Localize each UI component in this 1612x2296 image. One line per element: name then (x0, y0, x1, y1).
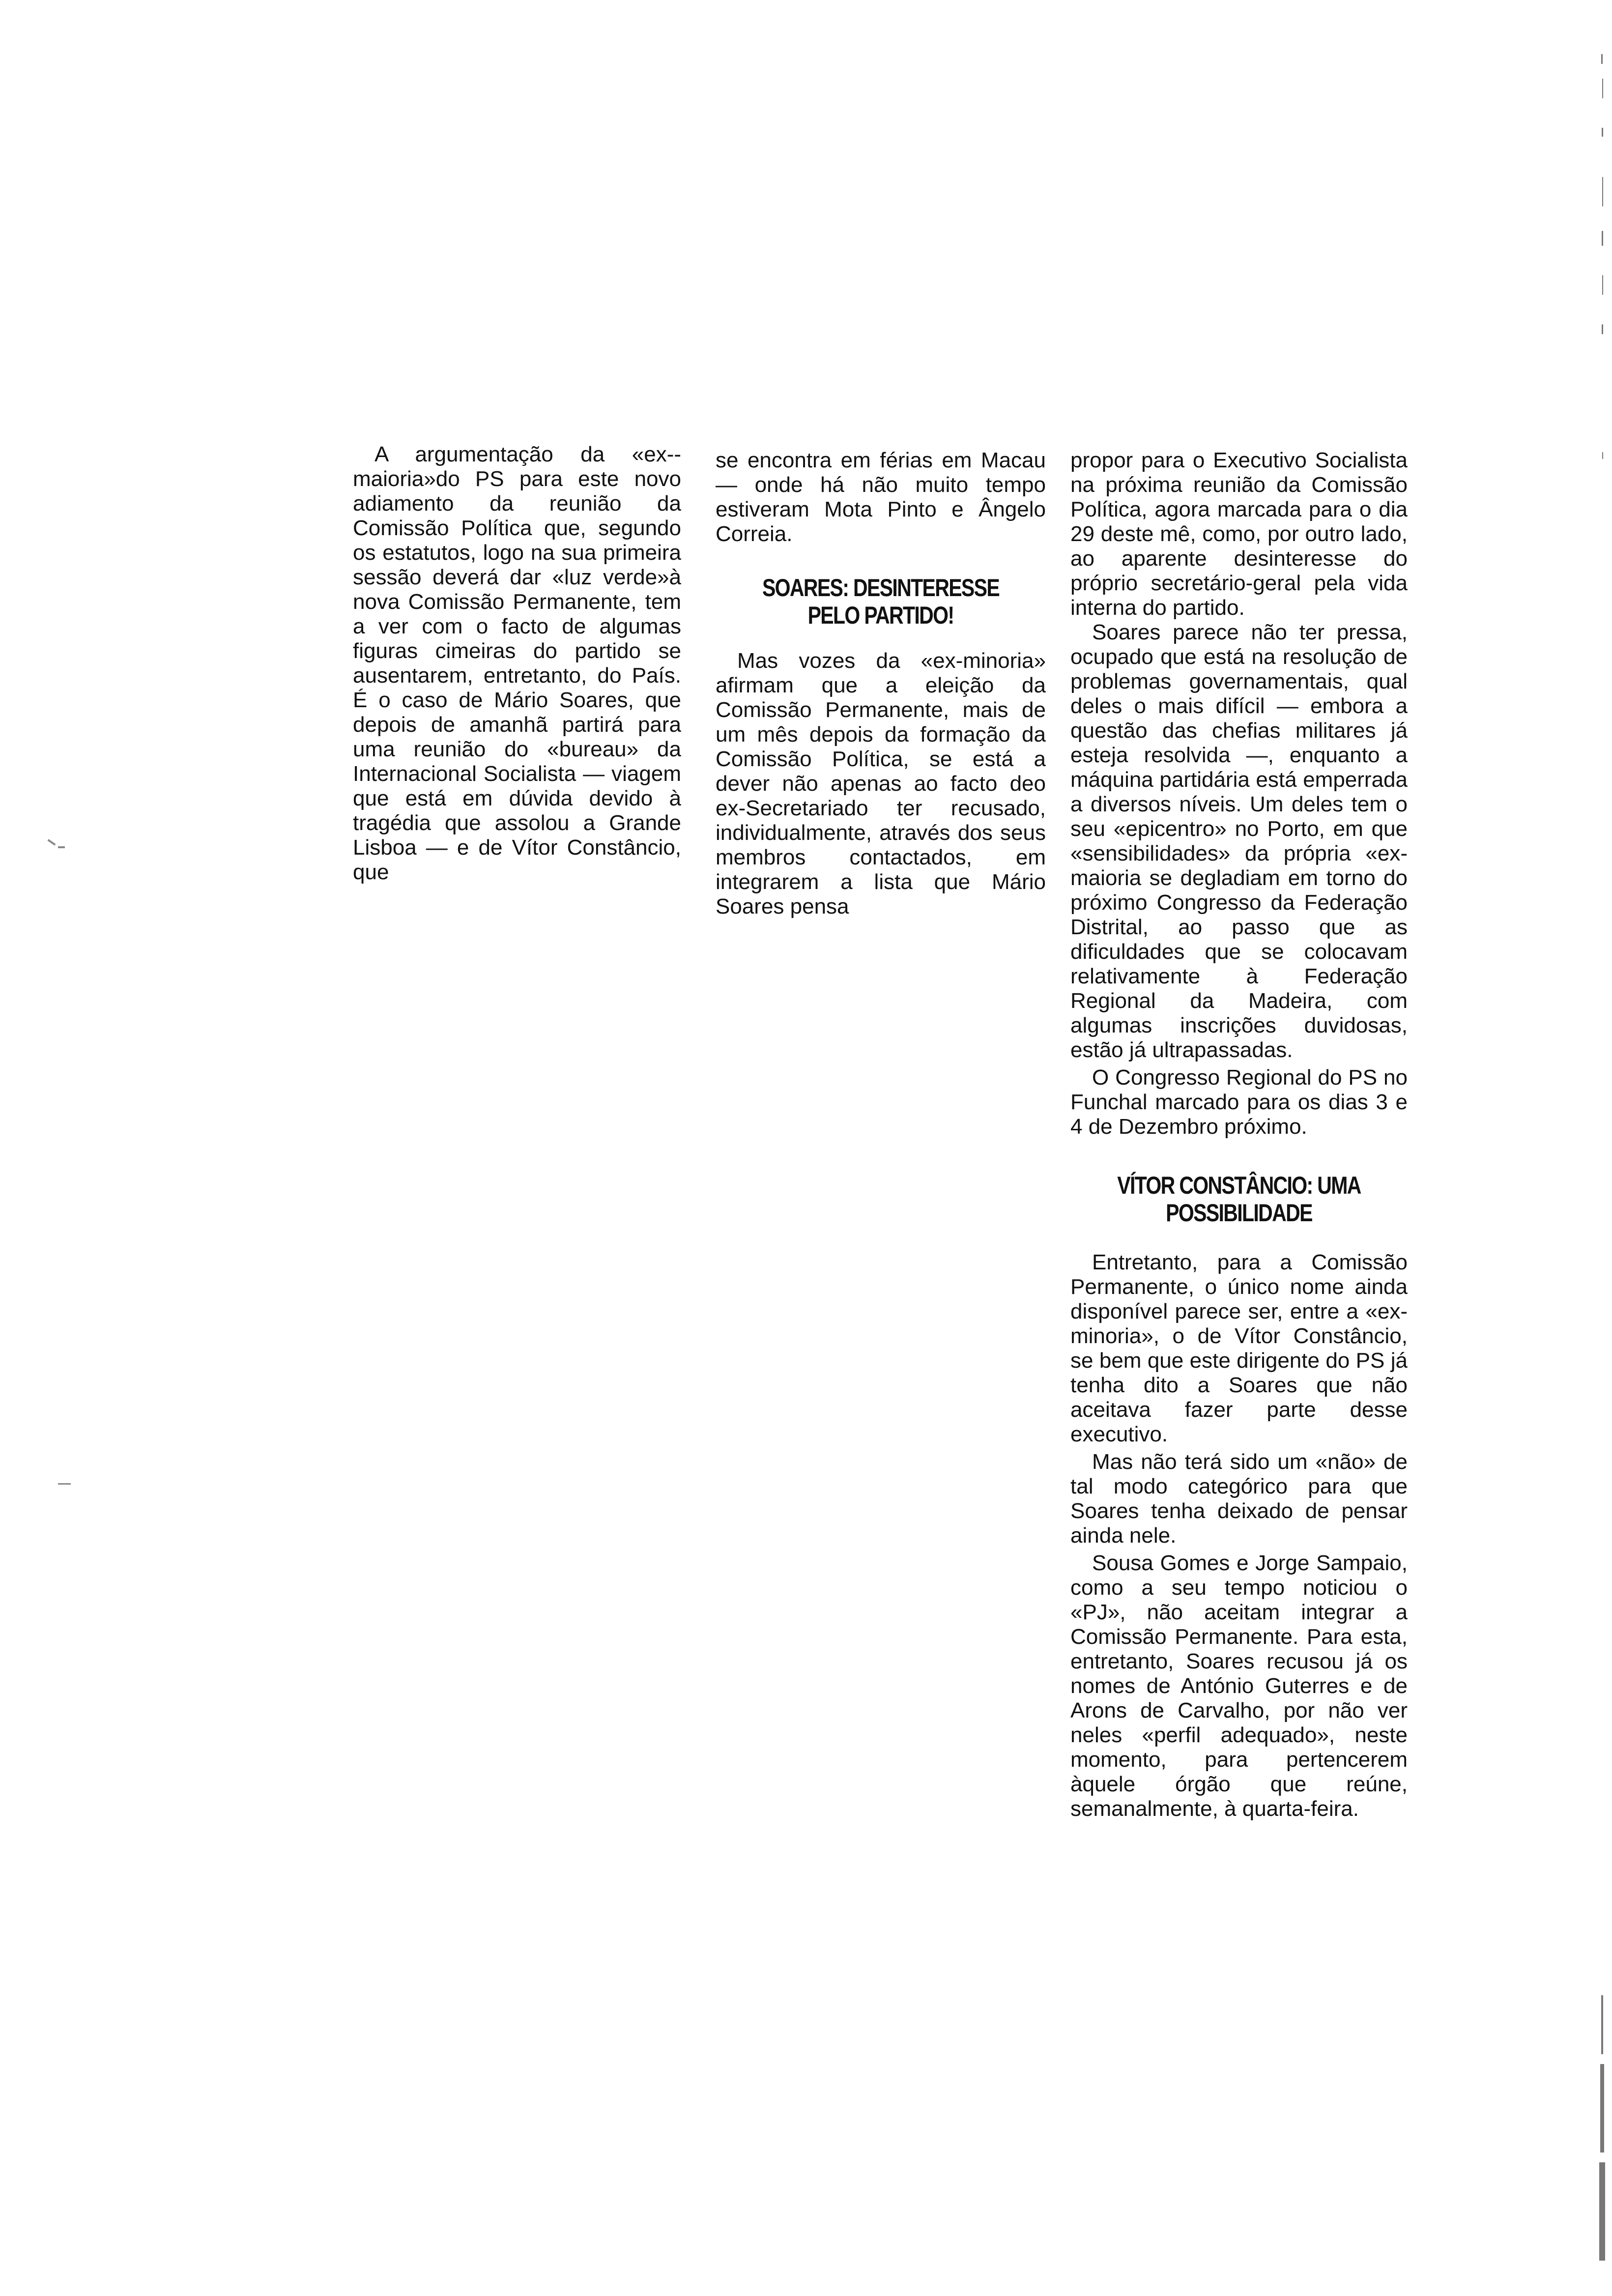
article-column-3 (1070, 448, 1408, 1821)
section-heading-soares: SOARES: DESINTERESSE PELO PARTIDO! (762, 574, 1000, 629)
scan-speck (58, 846, 65, 848)
paragraph: Mas não terá sido um «não» de tal modo categórico para que Soares tenha deixado de pensar ainda nele. (1070, 1450, 1408, 1548)
paragraph: Sousa Gomes e Jorge Sampaio, como a seu tempo noticiou o «PJ», não aceitam integrar a Comissão Permanente. Para esta, entretanto, Soares recusou já os nomes de António Guterres e de Arons de Carvalho, por não ver neles «perfil adequado», neste momento, para pertencerem àquele órgão que reúne, semanalmente, à quarta-feira. (1070, 1551, 1408, 1821)
section-heading-constancio: VÍTOR CONSTÂNCIO: UMA POSSIBILIDADE (1117, 1172, 1361, 1227)
paragraph: A argumentação da «ex--maioria»do PS para este novo adiamento da reunião da Comissão Política que, segundo os estatutos, logo na sua primeira sessão deverá dar «luz verde»à nova Comissão Permanente, tem a ver com o facto de algumas figuras cimeiras do partido se ausentarem, entretanto, do País. É o caso de Mário Soares, que depois de amanhã partirá para uma reunião do «bureau» da Internacional Socialista — viagem que está em dúvida devido à tragédia que assolou a Grande Lisboa — e de Vítor Constâncio, que (353, 442, 681, 884)
paragraph: Mas vozes da «ex-minoria» afirmam que a eleição da Comissão Permanente, mais de um mês depois da formação da Comissão Política, se está a dever não apenas ao facto deo ex-Secretariado ter recusado, individualmente, através dos seus membros contactados, em integrarem a lista que Mário Soares pensa (716, 649, 1046, 918)
paragraph: propor para o Executivo Socialista na próxima reunião da Comissão Política, agora marcada para o dia 29 deste mê, como, por outro lado, ao aparente desinteresse do próprio secretário-geral pela vida interna do partido. (1070, 448, 1408, 620)
article-column-1 (353, 442, 681, 885)
paragraph: Soares parece não ter pressa, ocupado que está na resolução de problemas governamentais, qual deles o mais difícil — embora a questão das chefias militares já esteja resolvida —, enquanto a máquina partidária está emperrada a diversos níveis. Um deles tem o seu «epicentro» no Porto, em que «sensibilidades» da própria «ex-maioria se degladiam em torno do próximo Congresso da Federação Distrital, ao passo que as dificuldades que se colocavam relativamente à Federação Regional da Madeira, com algumas inscrições duvidosas, estão já ultrapassadas. (1070, 620, 1408, 1062)
paragraph: O Congresso Regional do PS no Funchal marcado para os dias 3 e 4 de Dezembro próximo. (1070, 1065, 1408, 1139)
article-column-2 (716, 448, 1046, 919)
paragraph: Entretanto, para a Comissão Permanente, o único nome ainda disponível parece ser, entre a «ex-minoria», o de Vítor Constâncio, se bem que este dirigente do PS já tenha dito a Soares que não aceitava fazer parte desse executivo. (1070, 1250, 1408, 1446)
paragraph: se encontra em férias em Macau — onde há não muito tempo estiveram Mota Pinto e Ângelo Correia. (716, 448, 1046, 546)
scan-speck (58, 1483, 71, 1485)
scan-edge-marks (1597, 0, 1612, 2296)
scan-speck (47, 839, 56, 846)
